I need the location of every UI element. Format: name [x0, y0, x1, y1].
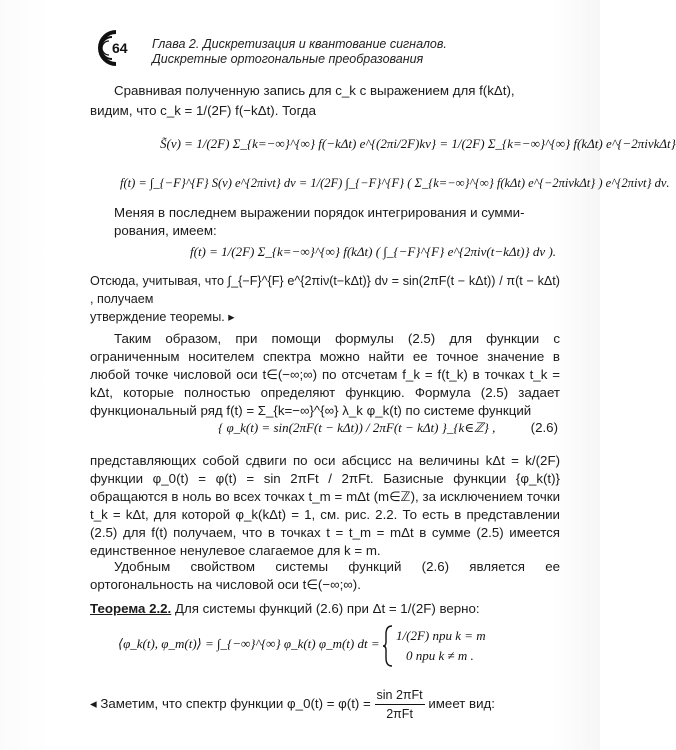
formula-case-not-equal: 0 при k ≠ m . — [406, 648, 474, 663]
paragraph-order-change — [90, 204, 560, 240]
paragraph-shifts: представляющих собой сдвиги по оси абсцисс на величины kΔt = k/(2F) функции φ_0(t) = φ(t) = sin 2πFt / 2πFt. Базисные функции {φ_k(t)} обращаются в ноль во всех точках t_m = mΔt (m∈ℤ), за исключением точки t_k = kΔt, для которой φ_k(kΔt) = 1, см. рис. 2.2. То есть в представлении (2.5) для f(t) получаем, что в точках t = t_m = mΔt в сумме (2.5) имеется единственное ненулевое слагаемое для k = m. — [90, 453, 560, 558]
formula-case-equal: 1/(2F) при k = m — [396, 628, 486, 643]
page-number: 64 — [112, 40, 128, 56]
sinc-fraction — [375, 686, 425, 723]
p2-line-2: рования, имеем: — [114, 223, 217, 238]
running-title-line-2: Дискретные ортогональные преобразования — [152, 52, 424, 66]
p3-line-2: утверждение теоремы. ▸ — [90, 310, 235, 324]
equation-number-2-6: (2.6) — [530, 420, 558, 435]
formula-basis-system: { φ_k(t) = sin(2πF(t − kΔt)) / 2πF(t − kΔt) }_{k∈ℤ} , — [218, 420, 496, 435]
last-line-prefix: ◂ Заметим, что спектр функции φ_0(t) = φ(t) = — [90, 696, 371, 712]
running-title-line-1: Глава 2. Дискретизация и квантование сигналов. — [152, 37, 447, 51]
p3-line-1: Отсюда, учитывая, что ∫_{−F}^{F} e^{2πiν(t−kΔt)} dν = sin(2πF(t − kΔt)) / π(t − kΔt) , получаем — [90, 274, 560, 306]
formula-inner-product: ⟨φ_k(t), φ_m(t)⟩ = ∫_{−∞}^{∞} φ_k(t) φ_m(t) dt = — [118, 636, 380, 651]
formula-spectrum-sum: S̃(ν) = 1/(2F) Σ_{k=−∞}^{∞} f(−kΔt) e^{(2πi/2F)kν} = 1/(2F) Σ_{k=−∞}^{∞} f(kΔt) e^{−2πiνkΔt} — [160, 136, 676, 151]
p2-line-1: Меняя в последнем выражении порядок интегрирования и сумми- — [114, 205, 525, 220]
running-title — [152, 37, 572, 67]
last-line-suffix: имеет вид: — [428, 696, 496, 712]
formula-inverse-transform: f(t) = ∫_{−F}^{F} S(ν) e^{2πiνt} dν = 1/(2F) ∫_{−F}^{F} ( Σ_{k=−∞}^{∞} f(kΔt) e^{−2πiνkΔt} ) e^{2πiνt} dν. — [120, 176, 670, 190]
paragraph-thus: Таким образом, при помощи формулы (2.5) для функции с ограниченным носителем спектра можно найти ее точное значение в любой точке числовой оси t∈(−∞;∞) по отсчетам f_k = f(t_k) в точках t_k = kΔt, которые полностью определяют функцию. Формула (2.5) задает функциональный ряд f(t) = Σ_{k=−∞}^{∞} λ_k φ_k(t) по системе функций — [90, 331, 560, 418]
theorem-label: Теорема 2.2. — [90, 601, 172, 616]
p1-line-1: Сравнивая полученную запись для c_k с выражением для f(kΔt), — [114, 83, 515, 98]
sinc-denominator: 2πFt — [386, 707, 413, 721]
theorem-2-2 — [90, 600, 560, 618]
paragraph-orthogonality: Удобным свойством системы функций (2.6) является ее ортогональность на числовой оси t∈(−∞;∞). — [90, 559, 560, 592]
formula-swapped-order: f(t) = 1/(2F) Σ_{k=−∞}^{∞} f(kΔt) ( ∫_{−F}^{F} e^{2πiν(t−kΔt)} dν ). — [190, 244, 557, 259]
theorem-text: Для системы функций (2.6) при Δt = 1/(2F) верно: — [174, 601, 480, 616]
paragraph-comparison — [90, 82, 560, 100]
sinc-numerator: sin 2πFt — [375, 686, 425, 705]
paragraph-hence — [90, 272, 560, 326]
paragraph-spectrum-note — [90, 686, 560, 723]
p1-line-2: видим, что c_k = 1/(2F) f(−kΔt). Тогда — [90, 103, 316, 118]
paragraph-comparison-cont — [90, 102, 560, 120]
cases-brace-icon — [382, 624, 394, 668]
